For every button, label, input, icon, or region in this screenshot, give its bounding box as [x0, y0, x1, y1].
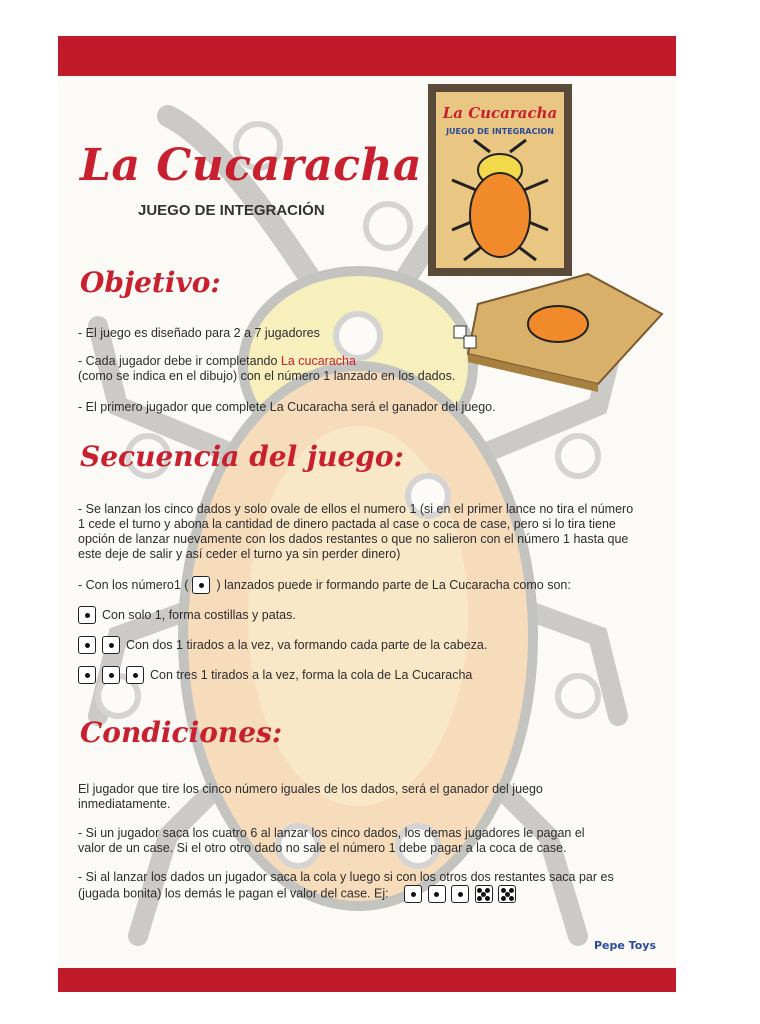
- condiciones-paragraph-3: [78, 870, 618, 903]
- objetivo-line-2-highlight: La cucaracha: [280, 354, 356, 368]
- objetivo-line-1: - El juego es diseñado para 2 a 7 jugadores: [78, 326, 320, 340]
- objetivo-heading: Objetivo:: [80, 266, 221, 299]
- condiciones-paragraph-3-text: - Si al lanzar los dados un jugador saca la cola y luego si con los otros dos restantes saca par es (jugada bonita) los demás le pagan el valor del case. Ej:: [78, 870, 614, 901]
- rule-three-dice: [78, 666, 472, 684]
- secuencia-line-2-end: ) lanzados puede ir formando parte de La Cucaracha como son:: [216, 578, 571, 592]
- secuencia-heading: Secuencia del juego:: [80, 440, 404, 473]
- instruction-sheet: [58, 36, 676, 992]
- objetivo-line-2: [78, 354, 618, 384]
- objetivo-line-2-start: - Cada jugador debe ir completando: [78, 354, 281, 368]
- condiciones-paragraph-1: El jugador que tire los cinco número iguales de los dados, será el ganador del juego inmediatamente.: [78, 782, 543, 811]
- game-box-image: [424, 80, 576, 280]
- box-subtitle: JUEGO DE INTEGRACION: [446, 127, 554, 136]
- rule-one-text: Con solo 1, forma costillas y patas.: [102, 608, 296, 622]
- secuencia-paragraph: - Se lanzan los cinco dados y solo ovale de ellos el numero 1 (si en el primer lance no tira el número 1 cede el turno y abona la cantidad de dinero pactada al case o coca de case, pero si lo tira tiene opción de lanzar nuevamente con los dados restantes o que no salieron con el número 1 hasta que este deje de salir y así ceder el turno ya sin perder dinero): [78, 502, 634, 561]
- bottom-band: [58, 968, 676, 992]
- die-one-icon: [78, 666, 96, 684]
- die-one-icon: [102, 666, 120, 684]
- die-five-icon: [475, 885, 493, 903]
- page-title: La Cucaracha: [80, 140, 423, 191]
- secuencia-line-2-start: - Con los número1 (: [78, 578, 189, 592]
- die-one-icon: [451, 885, 469, 903]
- condiciones-heading: Condiciones:: [80, 716, 283, 749]
- rule-three-text: Con tres 1 tirados a la vez, forma la cola de La Cucaracha: [150, 668, 473, 682]
- die-one-icon: [78, 636, 96, 654]
- die-one-icon: [102, 636, 120, 654]
- box-title: La Cucaracha: [442, 104, 558, 122]
- rule-two-dice: [78, 636, 487, 654]
- die-one-icon: [192, 576, 210, 594]
- die-one-icon: [428, 885, 446, 903]
- rule-one-die: [78, 606, 296, 624]
- objetivo-line-3: - El primero jugador que complete La Cucaracha será el ganador del juego.: [78, 400, 496, 414]
- top-band: [58, 36, 676, 76]
- page-subtitle: JUEGO DE INTEGRACIÓN: [138, 202, 325, 219]
- objetivo-line-2-end: (como se indica en el dibujo) con el número 1 lanzado en los dados.: [78, 369, 456, 383]
- secuencia-line-2: [78, 576, 571, 594]
- die-five-icon: [498, 885, 516, 903]
- rule-two-text: Con dos 1 tirados a la vez, va formando cada parte de la cabeza.: [126, 638, 488, 652]
- die-one-icon: [78, 606, 96, 624]
- brand-logo: Pepe Toys: [593, 939, 656, 952]
- condiciones-paragraph-2: - Si un jugador saca los cuatro 6 al lanzar los cinco dados, los demas jugadores le pagan el valor de un case. Si el otro otro dado no sale el número 1 debe pagar a la coca de case.: [78, 826, 585, 855]
- die-one-icon: [404, 885, 422, 903]
- die-one-icon: [126, 666, 144, 684]
